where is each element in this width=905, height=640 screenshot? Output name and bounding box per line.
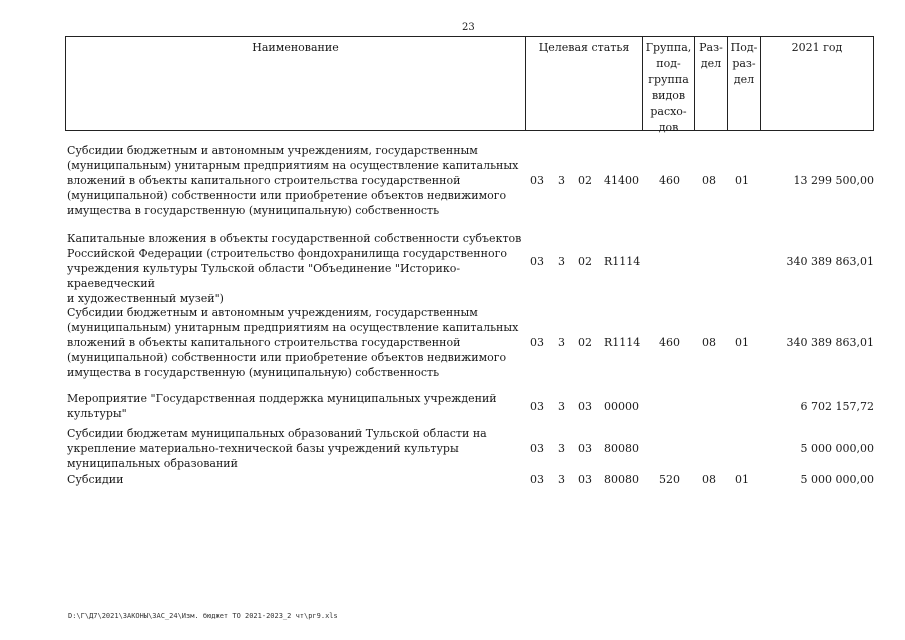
row-code-1: 03 <box>530 473 544 486</box>
row-code-3: 03 <box>578 473 592 486</box>
row-code-2: 3 <box>558 473 565 486</box>
row-subsection: 01 <box>735 473 749 486</box>
row-code-4: R1114 <box>604 255 641 268</box>
row-section: 08 <box>702 473 716 486</box>
table-header <box>65 36 874 134</box>
row-code-2: 3 <box>558 442 565 455</box>
row-name: Мероприятие "Государственная поддержка муниципальных учреждений культуры" <box>67 392 497 420</box>
row-code-3: 03 <box>578 442 592 455</box>
row-subsection: 01 <box>735 336 749 349</box>
row-subsection: 01 <box>735 174 749 187</box>
row-code-2: 3 <box>558 255 565 268</box>
row-section: 08 <box>702 174 716 187</box>
row-code-1: 03 <box>530 400 544 413</box>
row-code-2: 3 <box>558 400 565 413</box>
row-group: 460 <box>659 174 680 187</box>
row-code-4: 41400 <box>604 174 639 187</box>
header-year: 2021 год <box>760 37 873 130</box>
row-group: 520 <box>659 473 680 486</box>
page-number: 23 <box>462 22 475 33</box>
header-target: Целевая статья <box>525 37 642 130</box>
row-name: Капитальные вложения в объекты государственной собственности субъектов Российской Федерации (строительство фондохранилища государственного учреждения культуры Тульской области "Объединение "Историко-краеведческий и художественный музей") <box>67 232 522 305</box>
row-code-2: 3 <box>558 174 565 187</box>
row-amount: 6 702 157,72 <box>800 400 874 413</box>
row-code-4: 80080 <box>604 473 639 486</box>
header-subsection: Под- раз- дел <box>727 37 760 130</box>
row-code-1: 03 <box>530 336 544 349</box>
row-section: 08 <box>702 336 716 349</box>
row-amount: 5 000 000,00 <box>800 442 874 455</box>
header-name: Наименование <box>252 41 339 54</box>
header-group: Группа, под- группа видов расхо- дов <box>642 37 694 130</box>
row-code-2: 3 <box>558 336 565 349</box>
row-code-3: 03 <box>578 400 592 413</box>
row-group: 460 <box>659 336 680 349</box>
row-amount: 340 389 863,01 <box>786 255 874 268</box>
row-code-1: 03 <box>530 174 544 187</box>
row-name: Субсидии <box>67 473 124 486</box>
row-code-3: 02 <box>578 255 592 268</box>
row-code-4: 80080 <box>604 442 639 455</box>
row-code-4: R1114 <box>604 336 641 349</box>
row-name: Субсидии бюджетам муниципальных образований Тульской области на укрепление материально-технической базы учреждений культуры муниципальных образований <box>67 427 487 470</box>
row-amount: 340 389 863,01 <box>786 336 874 349</box>
row-code-3: 02 <box>578 336 592 349</box>
row-code-1: 03 <box>530 255 544 268</box>
row-name: Субсидии бюджетным и автономным учреждениям, государственным (муниципальным) унитарным предприятиям на осуществление капитальных вложений в объекты капитального строительства государственной (муниципальной) собственности или приобретение объектов недвижимого имущества в государственную (муниципальную) собственность <box>67 144 519 217</box>
row-code-4: 00000 <box>604 400 639 413</box>
row-code-3: 02 <box>578 174 592 187</box>
row-code-1: 03 <box>530 442 544 455</box>
file-path-footer: D:\Г\Д7\2021\ЗАКОНЫ\ЗАС_24\Изм. бюджет ТО 2021-2023_2 чт\рг9.xls <box>68 612 338 620</box>
row-name: Субсидии бюджетным и автономным учреждениям, государственным (муниципальным) унитарным предприятиям на осуществление капитальных вложений в объекты капитального строительства государственной (муниципальной) собственности или приобретение объектов недвижимого имущества в государственную (муниципальную) собственность <box>67 306 519 379</box>
header-section: Раз- дел <box>694 37 727 130</box>
row-amount: 13 299 500,00 <box>793 174 874 187</box>
row-amount: 5 000 000,00 <box>800 473 874 486</box>
